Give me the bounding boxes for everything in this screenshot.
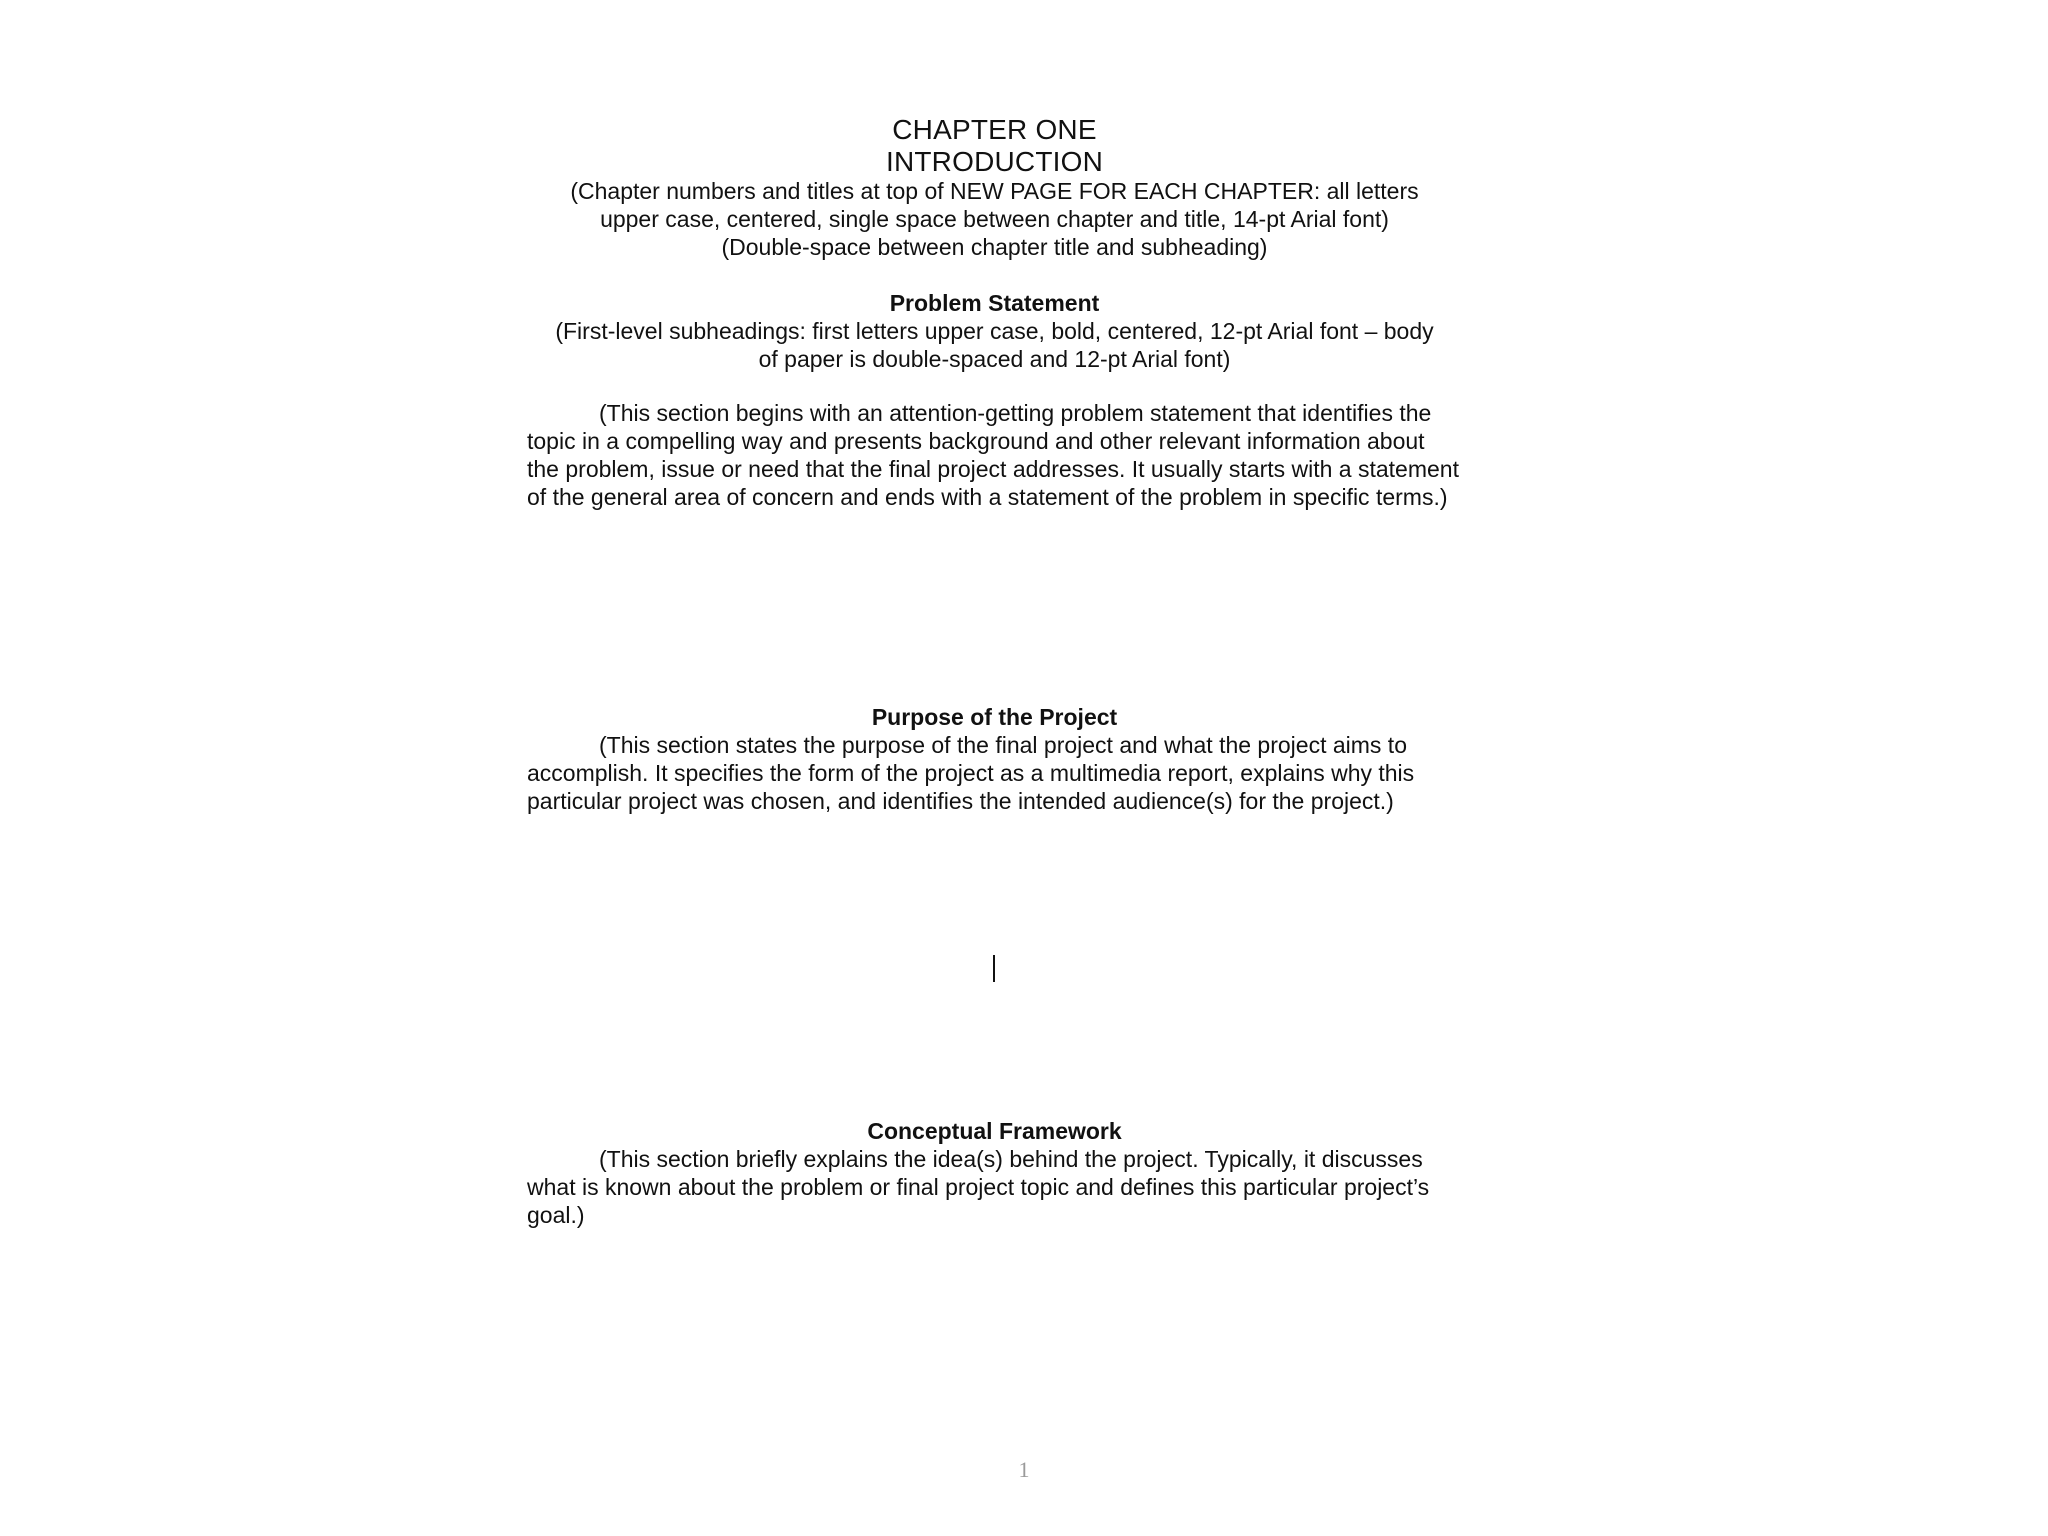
section-problem-statement-body xyxy=(527,399,1462,511)
section-purpose-header xyxy=(527,703,1462,731)
section-heading: Conceptual Framework xyxy=(867,1118,1122,1144)
section-purpose-body xyxy=(527,731,1462,815)
subheading-note-line-2: of paper is double-spaced and 12-pt Arial font) xyxy=(758,346,1231,372)
section-heading: Problem Statement xyxy=(889,290,1100,316)
section-body: (This section states the purpose of the final project and what the project aims to accomplish. It specifies the form of the project as a multimedia report, explains why this particular project was chosen, and identifies the intended audience(s) for the project.) xyxy=(527,732,1415,814)
section-heading: Purpose of the Project xyxy=(871,704,1118,730)
chapter-note-line-3: (Double-space between chapter title and subheading) xyxy=(721,234,1268,260)
chapter-title: INTRODUCTION xyxy=(885,146,1104,177)
section-body: (This section begins with an attention-getting problem statement that identifies the topic in a compelling way and presents background and other relevant information about the problem, issue or need that the final project addresses. It usually starts with a statement of the general area of concern and ends with a statement of the problem in specific terms.) xyxy=(527,400,1459,510)
chapter-header xyxy=(527,114,1462,261)
section-conceptual-framework-header xyxy=(527,1117,1462,1145)
subheading-note-line-1: (First-level subheadings: first letters upper case, bold, centered, 12-pt Arial font – body xyxy=(555,318,1434,344)
text-cursor xyxy=(993,955,995,982)
page-number: 1 xyxy=(1018,1457,1030,1482)
section-conceptual-framework-body xyxy=(527,1145,1462,1229)
chapter-note-line-1: (Chapter numbers and titles at top of NEW PAGE FOR EACH CHAPTER: all letters xyxy=(570,178,1419,204)
section-body: (This section briefly explains the idea(s) behind the project. Typically, it discusses what is known about the problem or final project topic and defines this particular project’s goal.) xyxy=(527,1146,1430,1228)
chapter-note-line-2: upper case, centered, single space between chapter and title, 14-pt Arial font) xyxy=(600,206,1389,232)
chapter-number: CHAPTER ONE xyxy=(892,114,1097,145)
section-problem-statement-header xyxy=(527,289,1462,373)
